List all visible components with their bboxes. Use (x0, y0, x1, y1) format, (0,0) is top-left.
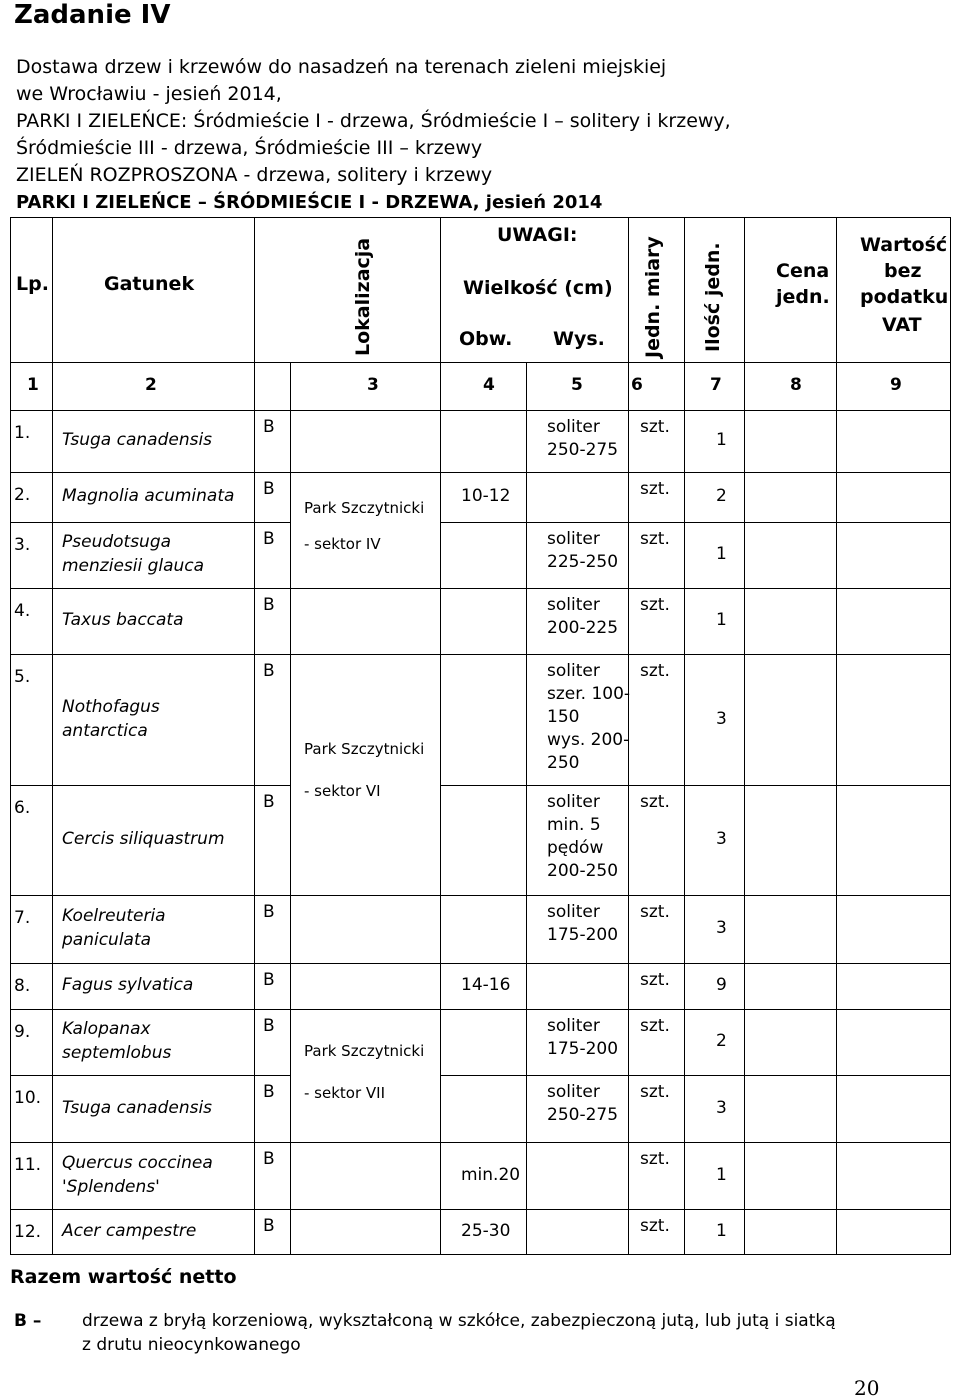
page-title: Zadanie IV (14, 0, 171, 30)
legend-text: drzewa z bryłą korzeniową, wykształconą w szkółce, zabezpieczoną jutą, lub jutą i siatką (82, 1311, 836, 1331)
legend-text-2: z drutu nieocynkowanego (82, 1335, 301, 1355)
intro-block (16, 54, 731, 216)
location-sector: - sektor VI (304, 782, 381, 800)
table-cell (744, 963, 837, 1010)
root-type-code: B (263, 1216, 275, 1236)
size-wys: szer. 100- (547, 684, 631, 704)
location-sector: - sektor VII (304, 1084, 386, 1102)
quantity: 3 (716, 918, 727, 938)
root-type-code: B (263, 902, 275, 922)
row-lp: 1. (14, 423, 31, 443)
size-wys: soliter (547, 792, 600, 812)
table-cell (440, 410, 527, 473)
size-obw: 25-30 (461, 1220, 511, 1241)
quantity: 1 (716, 1220, 727, 1241)
intro-line: ZIELEŃ ROZPROSZONA - drzewa, solitery i krzewy (16, 164, 493, 186)
table-cell (836, 588, 951, 655)
root-type-code: B (263, 529, 275, 549)
table-cell (836, 1209, 951, 1255)
quantity: 3 (716, 829, 727, 849)
table-cell (440, 895, 527, 964)
table-cell (290, 1009, 441, 1143)
unit: szt. (640, 1016, 670, 1036)
species-name: Quercus coccinea (62, 1152, 213, 1173)
header-cena: Cena (776, 260, 830, 282)
table-cell (290, 362, 441, 411)
unit: szt. (640, 417, 670, 437)
root-type-code: B (263, 417, 275, 437)
table-cell (440, 588, 527, 655)
legend-key: B – (14, 1311, 42, 1331)
table-cell (836, 785, 951, 896)
quantity: 1 (716, 544, 727, 564)
root-type-code: B (263, 970, 275, 990)
table-cell (744, 522, 837, 589)
row-lp: 11. (14, 1155, 42, 1175)
unit: szt. (640, 1149, 670, 1169)
size-obw: 10-12 (461, 486, 511, 506)
table-cell (254, 217, 441, 363)
row-lp: 12. (14, 1222, 42, 1242)
root-type-code: B (263, 1082, 275, 1102)
table-cell (684, 1209, 745, 1255)
header-jedn-miary: Jedn. miary (642, 236, 664, 358)
header-lokalizacja: Lokalizacja (352, 237, 374, 356)
quantity: 3 (716, 1097, 727, 1118)
quantity: 1 (716, 430, 727, 450)
table-cell (290, 1209, 441, 1255)
header-wartosc-2: bez (884, 260, 922, 282)
table-cell (440, 654, 527, 786)
row-lp: 6. (14, 798, 31, 818)
table-cell (744, 1075, 837, 1143)
table-cell (526, 963, 629, 1010)
table-cell (684, 963, 745, 1010)
header-cena-2: jedn. (776, 286, 830, 308)
table-cell (684, 588, 745, 655)
table-cell (290, 410, 441, 473)
table-cell (440, 1009, 527, 1076)
species-name: paniculata (62, 930, 152, 950)
table-cell (526, 1142, 629, 1210)
header-gatunek: Gatunek (104, 273, 195, 295)
row-lp: 3. (14, 535, 31, 555)
quantity: 1 (716, 1164, 727, 1185)
table-cell (836, 654, 951, 786)
unit: szt. (640, 661, 670, 681)
size-wys: soliter (547, 1082, 600, 1102)
col-number: 2 (145, 375, 157, 395)
size-wys: 250-275 (547, 440, 619, 460)
unit: szt. (640, 529, 670, 549)
header-wartosc-4: VAT (882, 314, 922, 336)
unit: szt. (640, 902, 670, 922)
table-cell (684, 1009, 745, 1076)
table-cell (836, 1075, 951, 1143)
header-wys: Wys. (553, 328, 605, 350)
table-cell (744, 654, 837, 786)
table-cell (526, 1209, 629, 1255)
species-name: septemlobus (62, 1043, 172, 1063)
size-wys: 175-200 (547, 925, 619, 945)
species-name: Fagus sylvatica (62, 975, 194, 995)
size-wys: 150 (547, 707, 580, 727)
quantity: 9 (716, 975, 727, 995)
table-cell (254, 362, 291, 411)
page-number: 20 (854, 1376, 880, 1400)
col-number: 4 (483, 375, 495, 395)
quantity: 1 (716, 610, 727, 630)
table-cell (744, 785, 837, 896)
intro-line: Śródmieście III - drzewa, Śródmieście III – krzewy (16, 137, 483, 159)
row-lp: 8. (14, 976, 31, 996)
species-name: Kalopanax (62, 1019, 151, 1039)
location-park: Park Szczytnicki (304, 1042, 425, 1060)
unit: szt. (640, 595, 670, 615)
table-cell (684, 1075, 745, 1143)
col-number: 9 (890, 375, 902, 395)
species-name: antarctica (62, 720, 148, 741)
table-cell (744, 1142, 837, 1210)
table-cell (684, 472, 745, 523)
species-name: Magnolia acuminata (62, 486, 235, 506)
unit: szt. (640, 970, 670, 990)
species-name: menziesii glauca (62, 556, 205, 576)
table-cell (290, 963, 441, 1010)
root-type-code: B (263, 792, 275, 812)
size-wys: 250-275 (547, 1105, 619, 1125)
table-cell (744, 472, 837, 523)
size-wys: 200-250 (547, 861, 619, 881)
location-sector: - sektor IV (304, 535, 381, 553)
species-name: Koelreuteria (62, 906, 166, 926)
header-wartosc-3: podatku (860, 286, 949, 308)
col-number: 6 (631, 375, 643, 395)
table-cell (836, 522, 951, 589)
table-cell (290, 1142, 441, 1210)
plant-table (10, 217, 950, 1261)
size-wys: soliter (547, 529, 600, 549)
table-cell (290, 654, 441, 896)
species-name: 'Splendens' (62, 1176, 160, 1197)
species-name: Taxus baccata (62, 610, 184, 630)
table-cell (836, 1142, 951, 1210)
header-uwagi: UWAGI: (497, 224, 578, 246)
root-type-code: B (263, 1149, 275, 1169)
header-ilosc: Ilość jedn. (702, 242, 724, 352)
table-cell (744, 1209, 837, 1255)
table-cell (440, 1075, 527, 1143)
table-cell (744, 410, 837, 473)
header-obw: Obw. (459, 328, 513, 350)
quantity: 2 (716, 486, 727, 506)
row-lp: 5. (14, 667, 31, 687)
species-name: Nothofagus (62, 696, 160, 717)
col-number: 8 (790, 375, 802, 395)
table-cell (836, 895, 951, 964)
root-type-code: B (263, 595, 275, 615)
size-wys: 200-225 (547, 618, 619, 638)
header-wartosc: Wartość (860, 234, 948, 256)
size-obw: 14-16 (461, 975, 511, 995)
species-name: Tsuga canadensis (62, 1097, 213, 1118)
size-wys: soliter (547, 595, 600, 615)
header-lp: Lp. (16, 273, 49, 295)
header-wielkosc: Wielkość (cm) (463, 277, 613, 299)
size-wys: soliter (547, 661, 600, 681)
species-name: Tsuga canadensis (62, 430, 213, 450)
location-park: Park Szczytnicki (304, 740, 425, 758)
table-cell (440, 785, 527, 896)
size-wys: min. 5 (547, 815, 601, 835)
table-cell (744, 1009, 837, 1076)
size-wys: pędów (547, 838, 604, 858)
unit: szt. (640, 479, 670, 499)
col-number: 7 (710, 375, 722, 395)
species-name: Cercis siliquastrum (62, 829, 225, 849)
intro-line: PARKI I ZIELEŃCE: Śródmieście I - drzewa, Śródmieście I – solitery i krzewy, (16, 110, 731, 132)
table-cell (290, 895, 441, 964)
table-cell (836, 472, 951, 523)
row-lp: 4. (14, 601, 31, 621)
species-name: Acer campestre (62, 1220, 197, 1241)
table-cell (836, 963, 951, 1010)
quantity: 2 (716, 1031, 727, 1051)
table-cell (836, 1009, 951, 1076)
table-cell (744, 895, 837, 964)
col-number: 5 (571, 375, 583, 395)
intro-line: we Wrocławiu - jesień 2014, (16, 83, 282, 105)
intro-line: Dostawa drzew i krzewów do nasadzeń na terenach zieleni miejskiej (16, 56, 667, 78)
table-cell (684, 785, 745, 896)
size-wys: soliter (547, 417, 600, 437)
unit: szt. (640, 792, 670, 812)
col-number: 1 (27, 375, 39, 395)
size-wys: wys. 200- (547, 730, 630, 750)
table-cell (836, 410, 951, 473)
root-type-code: B (263, 479, 275, 499)
size-obw: min.20 (461, 1164, 521, 1185)
root-type-code: B (263, 1016, 275, 1036)
table-cell (290, 472, 441, 589)
table-cell (684, 654, 745, 786)
unit: szt. (640, 1216, 670, 1236)
location-park: Park Szczytnicki (304, 499, 425, 517)
table-cell (440, 522, 527, 589)
table-cell (684, 895, 745, 964)
species-name: Pseudotsuga (62, 532, 172, 552)
size-wys: 250 (547, 753, 580, 773)
quantity: 3 (716, 708, 727, 729)
size-wys: 225-250 (547, 552, 619, 572)
table-cell (526, 472, 629, 523)
table-cell (744, 588, 837, 655)
root-type-code: B (263, 661, 275, 681)
row-lp: 7. (14, 908, 31, 928)
row-lp: 2. (14, 485, 31, 505)
size-wys: soliter (547, 1016, 600, 1036)
table-cell (684, 1142, 745, 1210)
section-title: PARKI I ZIELEŃCE – ŚRÓDMIEŚCIE I - DRZEWA, jesień 2014 (16, 192, 603, 213)
unit: szt. (640, 1082, 670, 1102)
row-lp: 10. (14, 1088, 42, 1108)
size-wys: 175-200 (547, 1039, 619, 1059)
table-cell (684, 410, 745, 473)
col-number: 3 (367, 375, 379, 395)
table-cell (684, 522, 745, 589)
size-wys: soliter (547, 902, 600, 922)
row-lp: 9. (14, 1022, 31, 1042)
total-label: Razem wartość netto (10, 1266, 237, 1288)
